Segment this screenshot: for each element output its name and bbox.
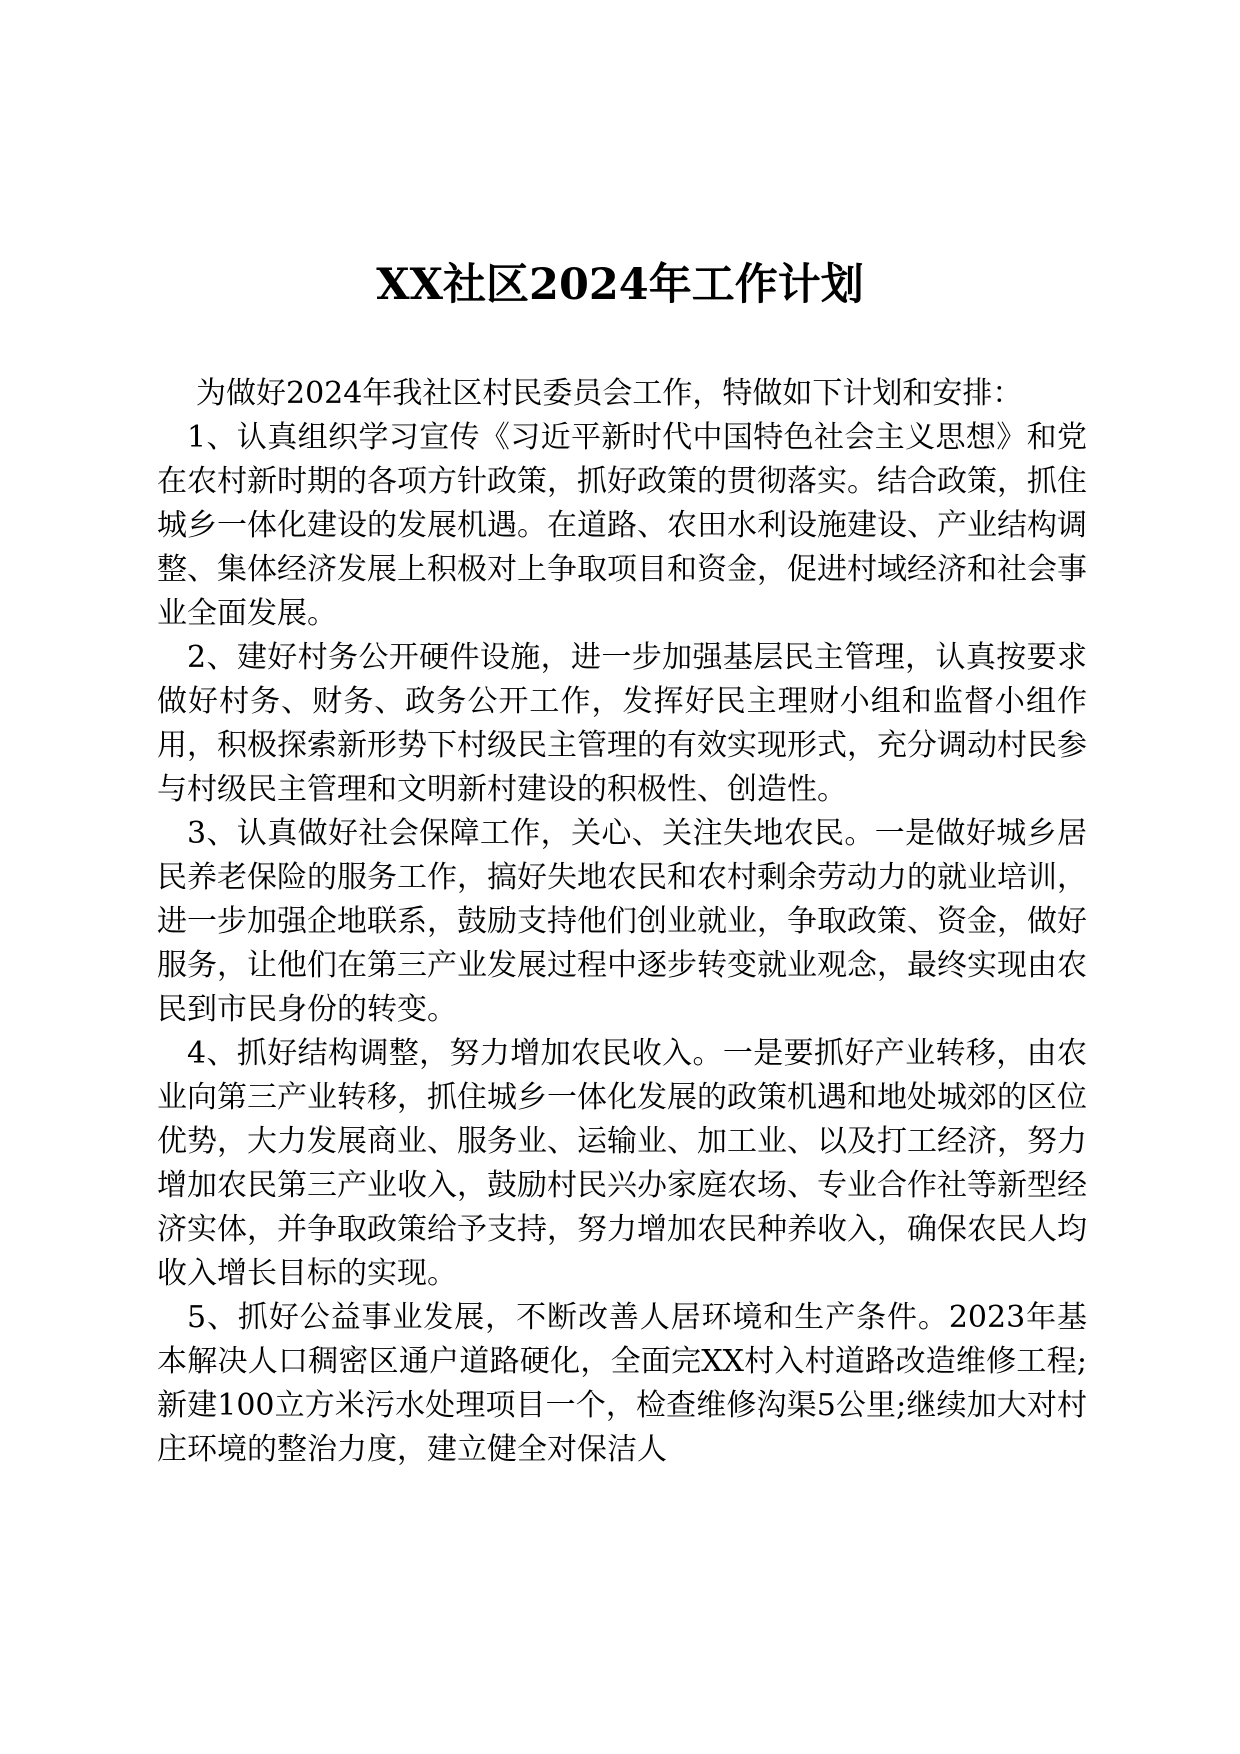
document-body (157, 372, 1087, 1472)
item-paragraph-4: 4、抓好结构调整，努力增加农民收入。一是要抓好产业转移，由农业向第三产业转移，抓住城乡一体化发展的政策机遇和地处城郊的区位优势，大力发展商业、服务业、运输业、加工业、以及打工经济，努力增加农民第三产业收入，鼓励村民兴办家庭农场、专业合作社等新型经济实体，并争取政策给予支持，努力增加农民种养收入，确保农民人均收入增长目标的实现。 (157, 1036, 1087, 1291)
item-paragraph-2: 2、建好村务公开硬件设施，进一步加强基层民主管理，认真按要求做好村务、财务、政务公开工作，发挥好民主理财小组和监督小组作用，积极探索新形势下村级民主管理的有效实现形式，充分调动村民参与村级民主管理和文明新村建设的积极性、创造性。 (157, 640, 1087, 807)
item-paragraph-1: 1、认真组织学习宣传《习近平新时代中国特色社会主义思想》和党在农村新时期的各项方针政策，抓好政策的贯彻落实。结合政策，抓住城乡一体化建设的发展机遇。在道路、农田水利设施建设、产业结构调整、集体经济发展上积极对上争取项目和资金，促进村域经济和社会事业全面发展。 (157, 420, 1087, 631)
document-title: XX社区2024年工作计划 (376, 260, 864, 310)
item-paragraph-3: 3、认真做好社会保障工作，关心、关注失地农民。一是做好城乡居民养老保险的服务工作，搞好失地农民和农村剩余劳动力的就业培训，进一步加强企地联系，鼓励支持他们创业就业，争取政策、资金，做好服务，让他们在第三产业发展过程中逐步转变就业观念，最终实现由农民到市民身份的转变。 (157, 816, 1087, 1027)
intro-paragraph: 为做好2024年我社区村民委员会工作，特做如下计划和安排： (196, 376, 1023, 411)
item-paragraph-5: 5、抓好公益事业发展，不断改善人居环境和生产条件。2023年基本解决人口稠密区通户道路硬化，全面完XX村入村道路改造维修工程;新建100立方米污水处理项目一个，检查维修沟渠5公里;继续加大对村庄环境的整治力度，建立健全对保洁人 (157, 1300, 1087, 1467)
